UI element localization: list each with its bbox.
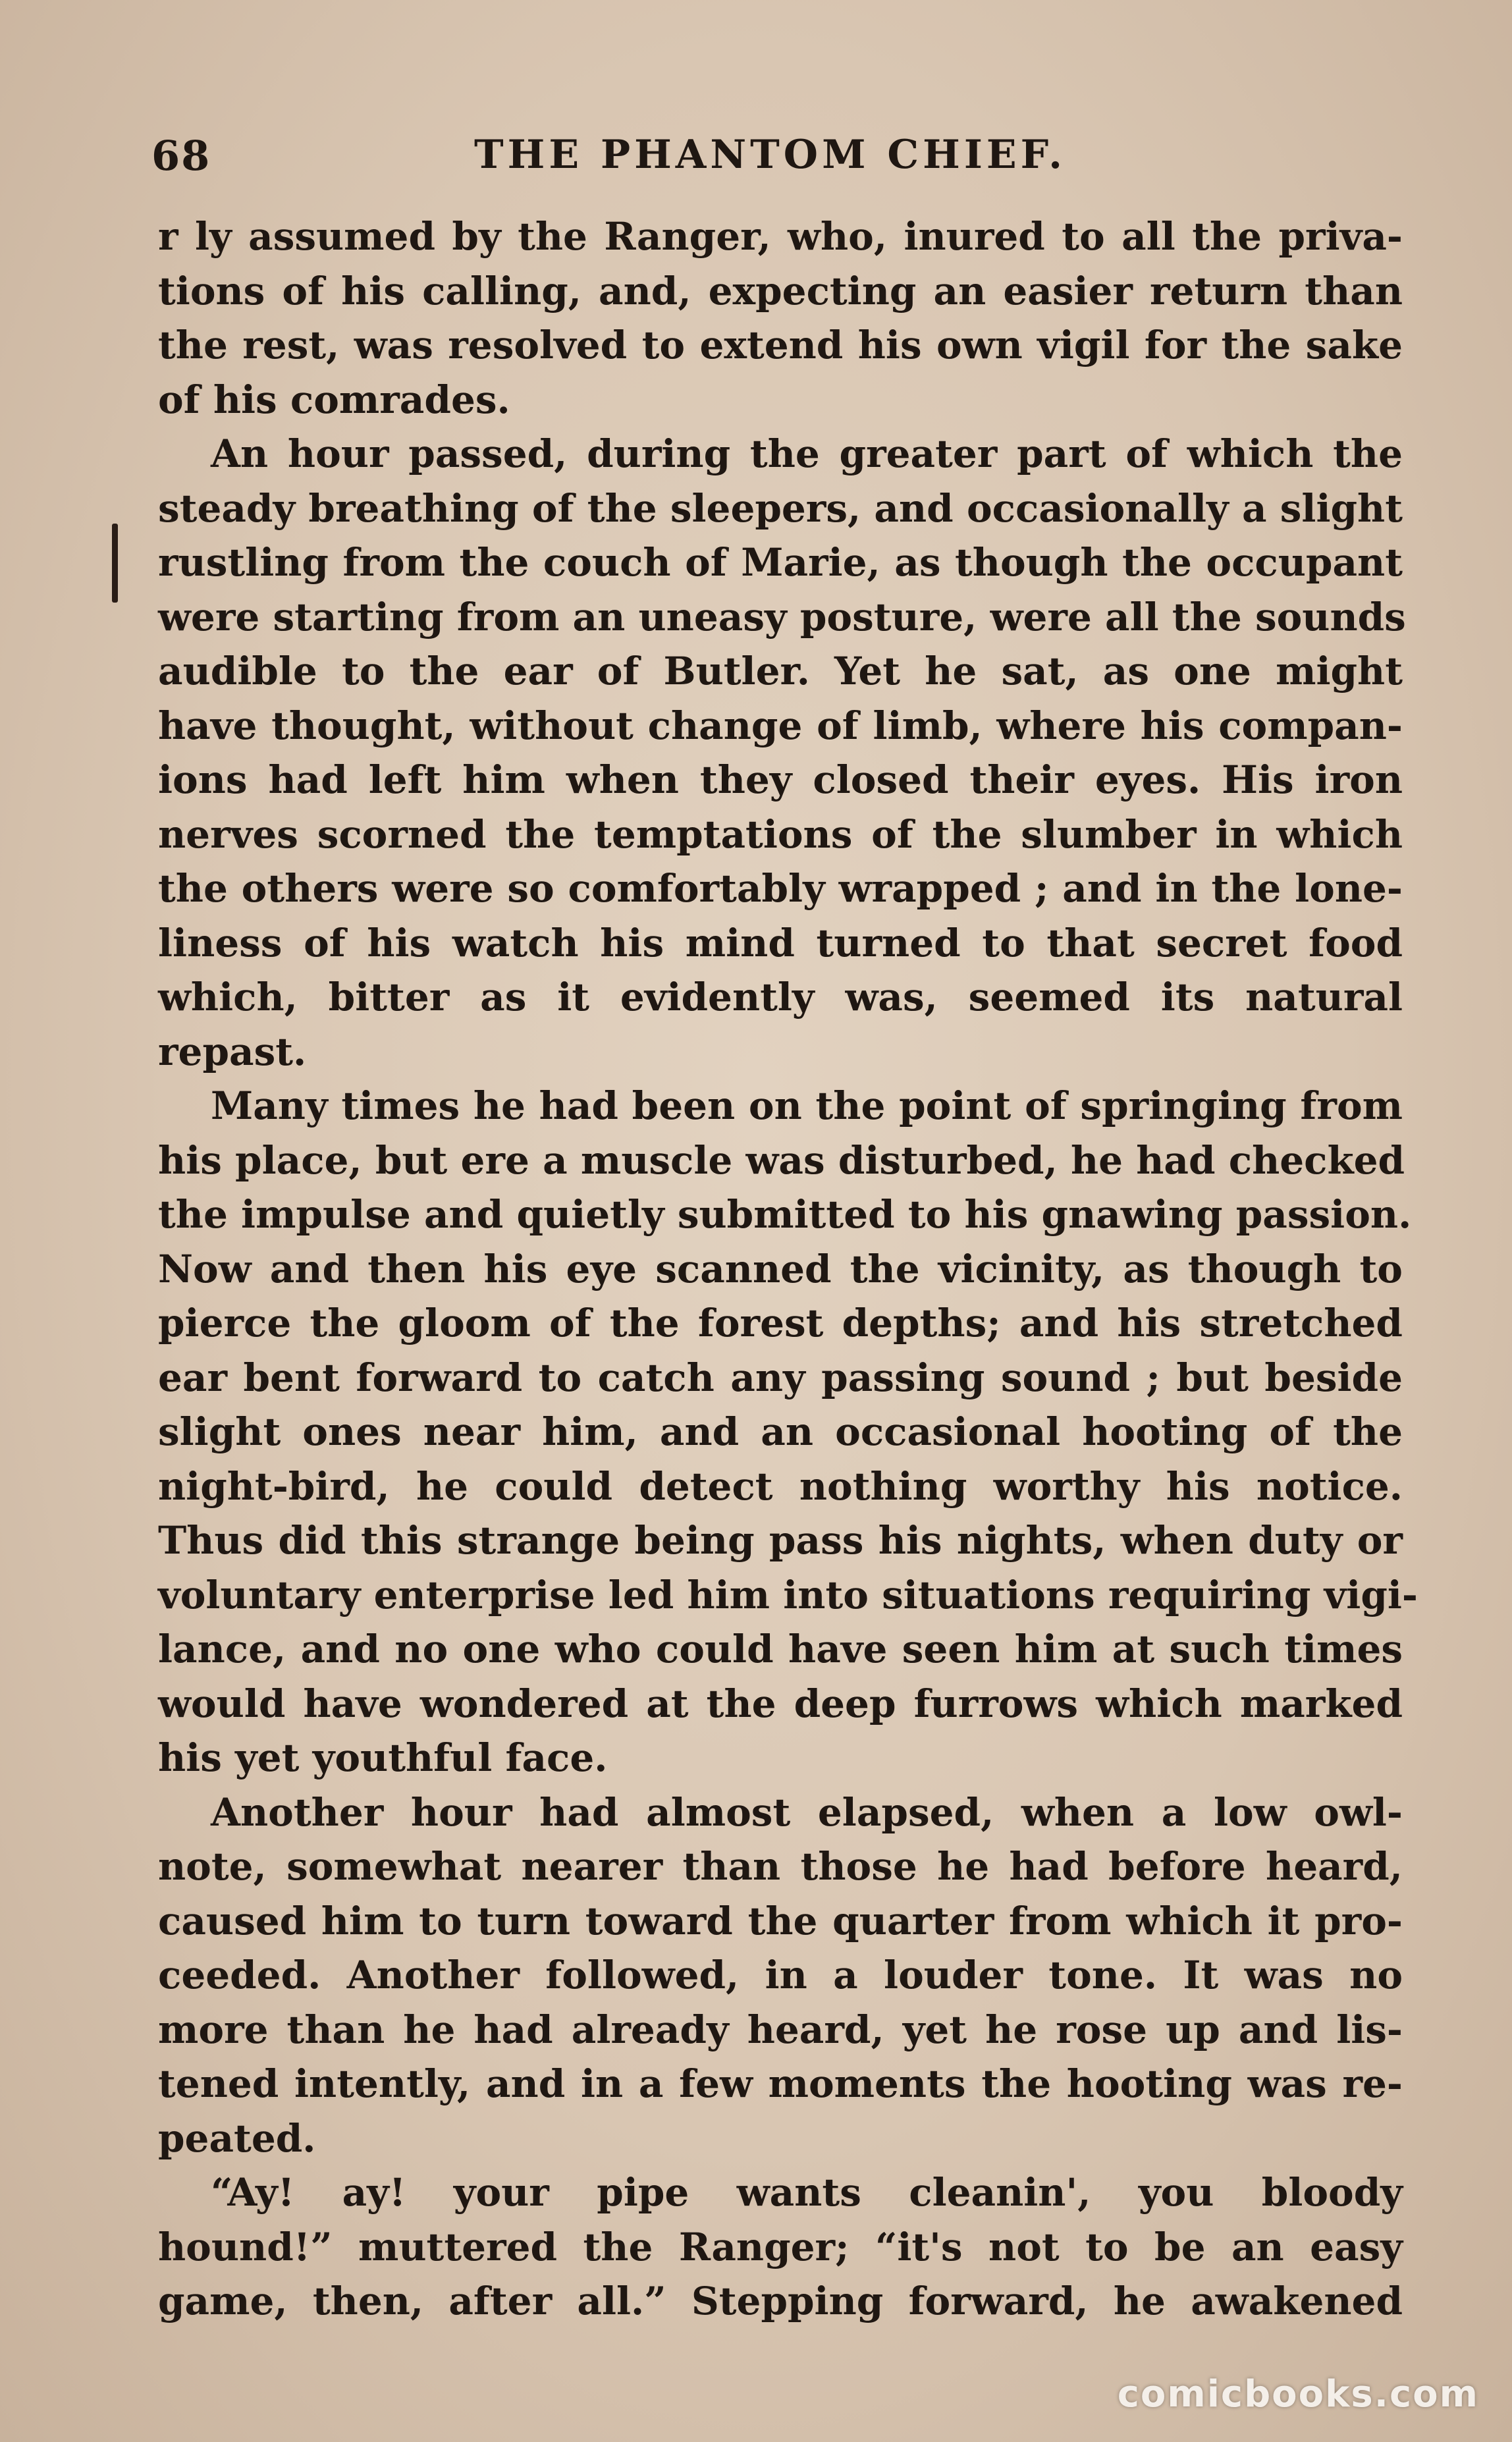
text-line: game, then, after all.” Stepping forward, he awakened	[158, 2279, 1403, 2323]
text-line: which, bitter as it evidently was, seemed its natural	[158, 975, 1403, 1019]
watermark: comicbooks.com	[1117, 2373, 1479, 2416]
text-line: the rest, was resolved to extend his own vigil for the sake	[158, 323, 1403, 367]
text-line: his yet youthful face.	[158, 1735, 608, 1780]
text-line: the impulse and quietly submitted to his gnawing passion.	[158, 1192, 1412, 1237]
text-line: Many times he had been on the point of springing from	[211, 1083, 1403, 1128]
text-line: audible to the ear of Butler. Yet he sat, as one might	[158, 649, 1403, 693]
text-line: tened intently, and in a few moments the hooting was re-	[158, 2061, 1403, 2106]
page-number: 68	[151, 132, 211, 180]
page-header	[151, 132, 1442, 191]
running-title: THE PHANTOM CHIEF.	[474, 132, 1067, 178]
text-line: r ly assumed by the Ranger, who, inured to all the priva-	[158, 214, 1403, 259]
text-line: slight ones near him, and an occasional hooting of the	[158, 1409, 1403, 1454]
text-line: voluntary enterprise led him into situations requiring vigi-	[158, 1572, 1418, 1617]
text-line: hound!” muttered the Ranger; “it's not to be an easy	[158, 2224, 1403, 2269]
text-line: lance, and no one who could have seen him at such times	[158, 1627, 1403, 1671]
text-line: peated.	[158, 2115, 316, 2161]
text-line: liness of his watch his mind turned to that secret food	[158, 920, 1403, 965]
text-line: An hour passed, during the greater part of which the	[211, 431, 1403, 476]
text-line: rustling from the couch of Marie, as though the occupant	[158, 540, 1403, 585]
text-line: more than he had already heard, yet he rose up and lis-	[158, 2007, 1403, 2052]
margin-pencil-mark	[112, 524, 118, 603]
text-line: tions of his calling, and, expecting an easier return than	[158, 268, 1403, 313]
text-line: Now and then his eye scanned the vicinity, as though to	[158, 1246, 1403, 1291]
text-line: nerves scorned the temptations of the slumber in which	[158, 811, 1403, 857]
text-line: ear bent forward to catch any passing sound ; but beside	[158, 1355, 1403, 1400]
text-line: his place, but ere a muscle was disturbed, he had checked	[158, 1137, 1405, 1183]
text-line: pierce the gloom of the forest depths; and his stretched	[158, 1301, 1403, 1345]
text-line: steady breathing of the sleepers, and occasionally a slight	[158, 485, 1403, 531]
text-line: repast.	[158, 1029, 307, 1074]
body-text	[158, 209, 1418, 2329]
text-line: night-bird, he could detect nothing worthy his notice.	[158, 1463, 1403, 1509]
text-line: were starting from an uneasy posture, were all the sounds	[158, 594, 1406, 639]
text-line: caused him to turn toward the quarter from which it pro-	[158, 1898, 1403, 1943]
text-line: note, somewhat nearer than those he had before heard,	[158, 1844, 1403, 1889]
text-line: “Ay! ay! your pipe wants cleanin', you bloody	[211, 2170, 1403, 2215]
text-line: Another hour had almost elapsed, when a low owl-	[211, 1789, 1403, 1835]
text-line: would have wondered at the deep furrows which marked	[158, 1681, 1403, 1726]
text-line: ceeded. Another followed, in a louder tone. It was no	[158, 1953, 1403, 1997]
text-line: ions had left him when they closed their eyes. His iron	[158, 757, 1403, 802]
text-line: Thus did this strange being pass his nights, when duty or	[158, 1518, 1403, 1563]
text-line: have thought, without change of limb, where his compan-	[158, 703, 1403, 748]
text-line: of his comrades.	[158, 377, 510, 422]
text-line: the others were so comfortably wrapped ; and in the lone-	[158, 866, 1403, 911]
